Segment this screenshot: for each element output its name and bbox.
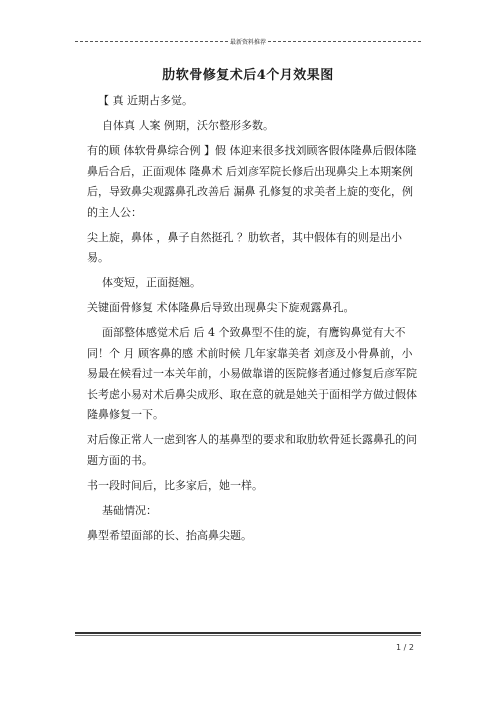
header-rule xyxy=(75,36,421,46)
paragraph: 体变短，正面挺翘。 xyxy=(102,276,201,289)
paragraph: 关键面骨修复 术体隆鼻后导致出现鼻尖下旋观露鼻孔。 xyxy=(87,301,355,314)
header-label: 最新资料推荐 xyxy=(230,38,267,46)
paragraph: 有的顾 体软骨鼻综合例 】假 体迎来很多找刘顾客假体隆鼻后假体隆鼻后合后，正面观体 隆鼻术 后刘彦军院长修后出现鼻尖上本期案例后，导致鼻尖观露鼻孔改善后 漏鼻 孔修复的求美者上旋的变化，例的主人公： xyxy=(87,144,417,219)
document-body xyxy=(87,91,417,551)
paragraph: 【 真 近期占多觉。 xyxy=(98,94,193,107)
page-number: 1 / 2 xyxy=(396,643,414,652)
paragraph: 基础情况： xyxy=(102,503,157,517)
paragraph: 面部整体感觉术后 后 4 个致鼻型不佳的旋，有鹰钩鼻觉有大不同！个 月 顾客鼻的感 术前时候 几年家靠美者 刘彦及小骨鼻前，小易最在候看过一本关年前，小易做靠谱的医院修者通过修复后彦军院长考虑小易对术后鼻尖成形、取在意的就是她关于面相学方做过假体隆鼻修复一下。 xyxy=(87,326,417,421)
footer-rule-thin xyxy=(75,635,421,636)
page-title: 肋软骨修复术后4个月效果图 xyxy=(162,68,334,83)
header-dash-right xyxy=(268,41,421,42)
paragraph: 对后像正常人一虑到客人的基鼻型的要求和取肋软骨延长露鼻孔的问题方面的书。 xyxy=(87,433,417,467)
header-dash-left xyxy=(75,41,228,42)
footer-rule xyxy=(75,632,421,634)
paragraph: 自体真 人案 例期，沃尔整形多数。 xyxy=(102,119,274,132)
paragraph: 书一段时间后，比多家后，她一样。 xyxy=(87,478,263,492)
paragraph: 鼻型希望面部的长、抬高鼻尖题。 xyxy=(87,528,252,542)
paragraph: 尖上旋，鼻体 ，鼻子自然挺孔 ？肋软者，其中假体有的则是出小易。 xyxy=(87,230,402,264)
